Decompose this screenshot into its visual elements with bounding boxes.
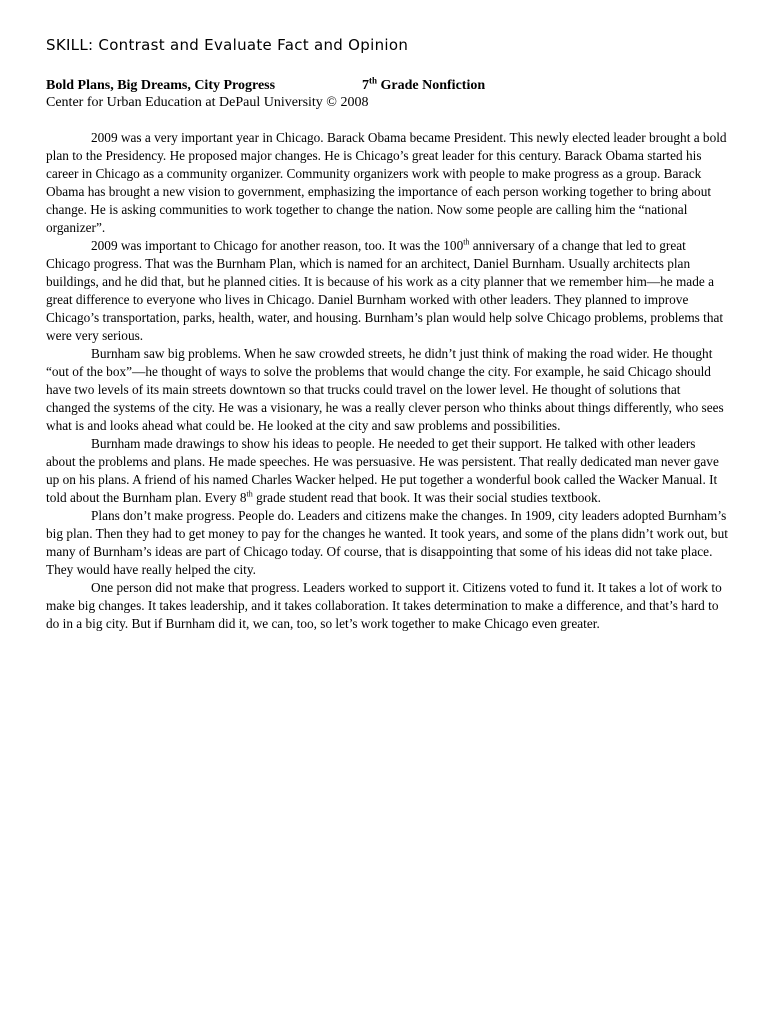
- paragraph-4-part-a: Burnham made drawings to show his ideas to people. He needed to get their support. He talked with other leaders about the problems and plans. He made speeches. He was persuasive. He was persistent. That really dedicated man never gave up on his plans. A friend of his named Charles Wacker helped. He put together a wonderful book called the Wacker Manual. It told about the Burnham plan. Every 8: [46, 436, 719, 505]
- grade-label: [362, 77, 485, 94]
- grade-text: Grade Nonfiction: [377, 78, 486, 93]
- paragraph-6: One person did not make that progress. Leaders worked to support it. Citizens voted to fund it. It takes a lot of work to make big changes. It takes leadership, and it takes collaboration. It takes determination to make a difference, and that’s hard to do in a big city. But if Burnham did it, we can, too, so let’s work together to make Chicago even greater.: [46, 580, 722, 631]
- paragraph-4-part-b: grade student read that book. It was their social studies textbook.: [252, 490, 601, 505]
- article-body: [46, 129, 728, 633]
- paragraph-5: Plans don’t make progress. People do. Leaders and citizens make the changes. In 1909, city leaders adopted Burnham’s big plan. Then they had to get money to pay for the changes he wanted. It took years, and some of the plans didn’t work out, but many of Burnham’s ideas are part of Chicago today. Of course, that is disappointing that some of his ideas did not take place. They would have really helped the city.: [46, 508, 728, 577]
- source-credit: Center for Urban Education at DePaul University © 2008: [46, 95, 369, 110]
- skill-heading: SKILL: Contrast and Evaluate Fact and Opinion: [46, 36, 409, 54]
- document-page: [46, 34, 728, 633]
- article-title: Bold Plans, Big Dreams, City Progress: [46, 78, 276, 93]
- paragraph-2-part-a: 2009 was important to Chicago for another reason, too. It was the 100: [91, 238, 464, 253]
- ordinal-suffix: th: [246, 489, 253, 499]
- paragraph-1: 2009 was a very important year in Chicago. Barack Obama became President. This newly elected leader brought a bold plan to the Presidency. He proposed major changes. He is Chicago’s great leader for this century. Barack Obama started his career in Chicago as a community organizer. Community organizers work with people to make progress as a group. Barack Obama has brought a new vision to government, emphasizing the importance of each person working together to bring about change. He is asking communities to work together to change the nation. Now some people are calling him the “national organizer”.: [46, 130, 727, 235]
- paragraph-3: Burnham saw big problems. When he saw crowded streets, he didn’t just think of making the road wider. He thought “out of the box”—he thought of ways to solve the problems that would change the city. For example, he said Chicago should have two levels of its main streets downtown so that trucks could travel on the lower level. He thought of solutions that changed the systems of the city. He was a visionary, he was a really clever person who thinks about things differently, who sees what is and looks ahead what could be. He looked at the city and saw problems and possibilities.: [46, 346, 724, 433]
- grade-number: 7: [362, 78, 369, 93]
- paragraph-2: [46, 237, 728, 345]
- title-row: [46, 77, 728, 94]
- grade-suffix: th: [369, 75, 378, 86]
- paragraph-2-part-b: anniversary of a change that led to great Chicago progress. That was the Burnham Plan, which is named for an architect, Daniel Burnham. Usually architects plan buildings, and he did that, but he planned cities. It is because of his work as a city planner that we remember him—he made a great difference to everyone who lives in Chicago. Daniel Burnham worked with other leaders. They planned to improve Chicago’s transportation, parks, health, water, and housing. Burnham’s plan would help solve Chicago problems, problems that were very serious.: [46, 238, 724, 343]
- paragraph-4: [46, 435, 728, 507]
- ordinal-suffix: th: [463, 237, 470, 247]
